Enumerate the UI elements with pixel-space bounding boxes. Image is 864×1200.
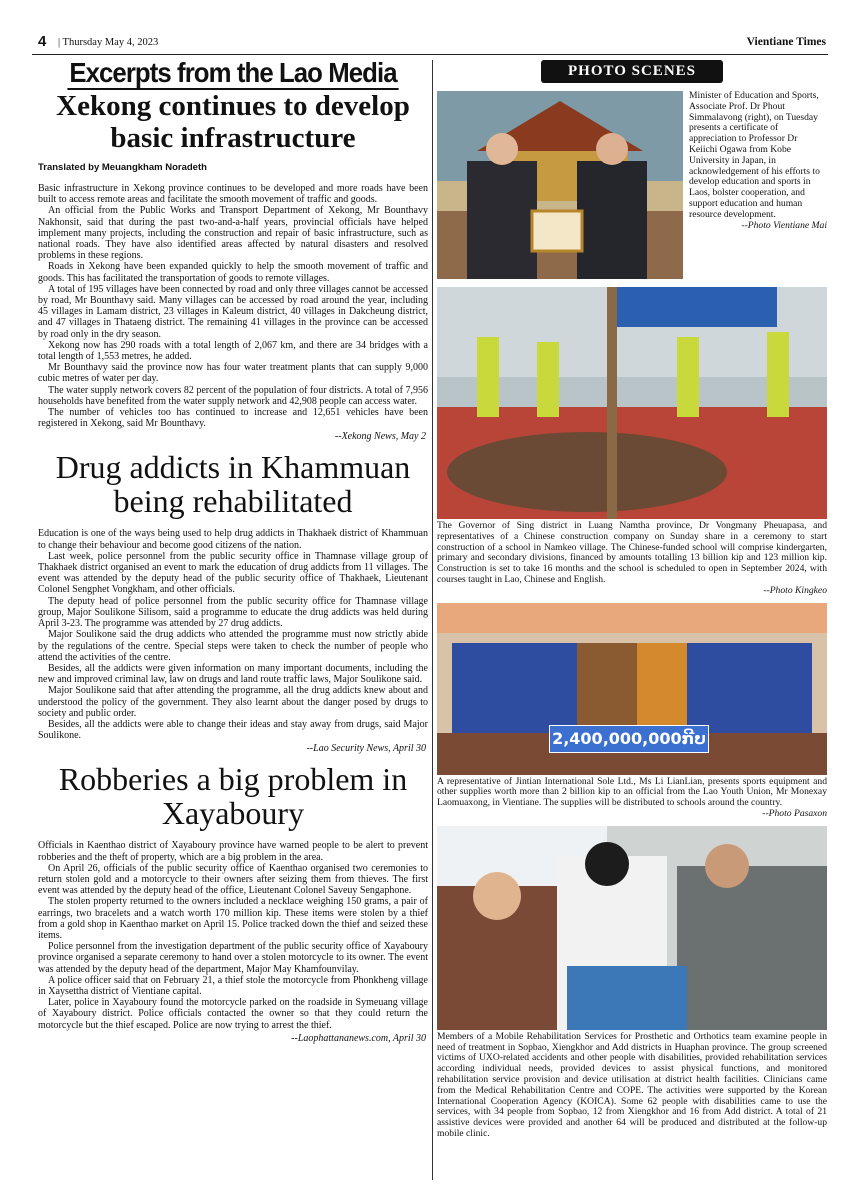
right-column	[437, 58, 827, 1146]
article-source: --Xekong News, May 2	[334, 431, 426, 443]
article-khammuan	[38, 450, 428, 754]
paragraph: Besides, all the addicts were given information on many important documents, including the new and improved criminal law, law on drugs and land route traffic laws, Major Soulikone said.	[38, 662, 428, 686]
paragraph: Major Soulikone said that after attending the programme, all the drug addicts knew about and understood the policy of the government. They also learnt about the danger posed by drugs to society and public order.	[38, 685, 428, 719]
photo-scenes-banner: PHOTO SCENES	[541, 60, 723, 83]
photo-groundbreaking	[437, 287, 827, 519]
article-body	[38, 183, 428, 429]
section-title	[54, 58, 413, 88]
paragraph: Besides, all the addicts were able to change their ideas and stay away from drugs, said Major Soulikone.	[38, 718, 428, 742]
caption-text: The Governor of Sing district in Luang Namtha province, Dr Vongmany Pheuapasa, and representatives of a Chinese construction company on Sunday share in a ceremony to start construction of a school in Namkeo village. The Chinese-funded school will comprise kindergarten, primary and secondary divisions, financed by amounts totalling 13 billion kip and 123 million kip. Construction is set to take 16 months and the school is scheduled to open in September 2024, with courses taught in Lao, Chinese and English.	[437, 520, 827, 585]
photo-rehabilitation-image	[437, 826, 827, 1030]
paragraph: Mr Bounthavy said the province now has four water treatment plants that can supply 9,000 cubic metres of water per day.	[38, 362, 428, 385]
caption-text: Members of a Mobile Rehabilitation Services for Prosthetic and Orthotics team examine people in need of treatment in Sopbao, Xiengkhor and Add districts in Huaphan province. The group screened victims of UXO-related accidents and other people with disabilities, provided rehabilitation services according individual needs, provided devices to assist physical functions, and monitored rehabilitation service provision and device utilisation at district health facilities. Clinicians came from the Medical Rehabilitation Centre and COPE. The activities were supported by the Korean International Cooperation Agency (KOICA). Some 62 people with disabilities came to use the services, with 34 people from Sopbao, 12 from Xiengkhor and 16 from Add district. A total of 21 assistive devices were provided and another 64 will be produced and distributed at the follow-up mobile clinic.	[437, 1030, 827, 1139]
photo-caption	[689, 91, 827, 281]
paragraph: The water supply network covers 82 percent of the population of four districts. A total of 7,956 households have benefited from the water supply network and 42,908 people can access water.	[38, 384, 428, 407]
paragraph: Xekong now has 290 roads with a total length of 2,067 km, and there are 34 bridges with a total length of 1,553 metres, he added.	[38, 339, 428, 363]
paragraph: Basic infrastructure in Xekong province continues to be developed and more roads have been built to access remote areas and facilitate the smooth movement of traffic and goods.	[38, 183, 428, 206]
paragraph: On April 26, officials of the public security office of Kaenthao organised two ceremonies to return stolen gold and a motorcycle to their owners after seizing them from thieves. The first event was attended by the deputy head of the office, Lieutenant Colonel Saveuy Sengaphone.	[38, 862, 428, 897]
article-source: --Laophattananews.com, April 30	[291, 1032, 426, 1044]
article-headline: Robberies a big problem in Xayaboury	[58, 761, 408, 832]
photo-item-2	[437, 287, 827, 597]
article-xekong	[38, 90, 428, 442]
article-source: --Lao Security News, April 30	[306, 743, 426, 755]
section-title-text: Excerpts from the Lao Media	[69, 57, 397, 88]
photo-rehabilitation	[437, 826, 827, 1030]
photo-credit: --Photo Kingkeo	[763, 584, 827, 596]
page-date: | Thursday May 4, 2023	[58, 37, 159, 48]
paragraph: A total of 195 villages have been connected by road and only three villages cannot be accessed by road, Mr Bounthavy said. Many villages can be accessed by road around the year, including 45 villages in Lamam district, 23 villages in Kaleum district, 40 villages in Dakcheung district, and 47 villages in Thataeng district. The remaining 41 villages in the province can be accessed by road only in the dry season.	[38, 283, 428, 340]
photo-certificate	[437, 91, 683, 279]
photo-item-1	[437, 91, 827, 281]
page-header	[32, 32, 828, 55]
newspaper-name: Vientiane Times	[746, 36, 826, 48]
photo-caption	[437, 1032, 827, 1140]
article-byline: Translated by Meuangkham Noradeth	[38, 162, 207, 173]
article-headline: Xekong continues to develop basic infrastructure	[56, 90, 410, 154]
page-number: 4	[38, 33, 47, 50]
paragraph: Officials in Kaenthao district of Xayaboury province have warned people to be alert to prevent robberies and the theft of property, which are a big problem in the area.	[38, 840, 428, 863]
photo-credit: --Photo Pasaxon	[762, 807, 827, 819]
article-headline: Drug addicts in Khammuan being rehabilitated	[55, 449, 411, 520]
photo-item-4	[437, 826, 827, 1140]
paragraph: The number of vehicles too has continued to increase and 12,651 vehicles have been registered in Xekong, said Mr Bounthavy.	[38, 407, 428, 430]
paragraph: An official from the Public Works and Transport Department of Xekong, Mr Bounthavy Nakhonsit, said that during the past two-and-a-half years, provincial officials have helped implement many projects, including the construction and repair of basic infrastructure, such as national roads. They have also identified areas affected by natural disasters and resolved problems in these regions.	[38, 205, 428, 262]
caption-text: Minister of Education and Sports, Associate Prof. Dr Phout Simmalavong (right), on Tuesday presents a certificate of appreciation to Professor Dr Keiichi Ogawa from Kobe University in Japan, in acknowledgement of his efforts to develop education and sports in Laos, bolster cooperation, and support education and human resource development.	[689, 90, 820, 220]
article-body	[38, 840, 428, 1030]
donation-board: 2,400,000,000ກີບ	[549, 725, 709, 753]
paragraph: Major Soulikone said the drug addicts who attended the programme must now strictly abide by the regulations of the centre. Special steps were taken to check the number of people who attend the activities of the centre.	[38, 629, 428, 663]
caption-text: A representative of Jintian International Sole Ltd., Ms Li LianLian, presents sports equipment and other supplies worth more than 2 billion kip to an official from the Lao Youth Union, Mr Monexay Laomuaxong, in Vientiane. The supplies will be distributed to schools around the country.	[437, 775, 827, 809]
paragraph: Roads in Xekong have been expanded quickly to help the smooth movement of traffic and goods. This has facilitated the transportation of goods to remote villages.	[38, 261, 428, 284]
photo-groundbreaking-image	[437, 287, 827, 519]
photo-donation	[437, 603, 827, 775]
column-divider	[432, 60, 433, 1180]
photo-caption	[437, 521, 827, 597]
article-xayaboury	[38, 762, 428, 1043]
left-column	[38, 58, 428, 1044]
paragraph: Later, police in Xayaboury found the motorcycle parked on the roadside in Symeuang village of Xayaboury district. Police officials contacted the owner so that they could return the motorcycle but the thief escaped. Police are now trying to arrest the thief.	[38, 997, 428, 1031]
photo-certificate-image	[437, 91, 683, 279]
date-text: Thursday May 4, 2023	[62, 37, 159, 48]
photo-item-3	[437, 603, 827, 820]
paragraph: Education is one of the ways being used to help drug addicts in Thakhaek district of Khammuan to change their behaviour and become good citizens of the nation.	[38, 528, 428, 551]
photo-credit: --Photo Vientiane Mai	[741, 219, 827, 231]
paragraph: Police personnel from the investigation department of the public security office of Xayaboury province organised a separate ceremony to hand over a stolen motorcycle to its owner. The event was attended by the deputy head of the department, Major May Khamfounvilay.	[38, 941, 428, 975]
article-body	[38, 528, 428, 741]
paragraph: A police officer said that on February 21, a thief stole the motorcycle from Phonkheng village in Xaysettha district of Vientiane capital.	[38, 974, 428, 997]
paragraph: Last week, police personnel from the public security office in Thamnase village group of Thakhaek district organised an event to mark the education of drug addicts from 11 villages. The event was attended by the deputy head of the public security office of Thakhaek, Lieutenant Colonel Sengphet Vongkham, and other officials.	[38, 550, 428, 596]
paragraph: The deputy head of police personnel from the public security office for Thamnase village group, Major Soulikone Silisom, said a programme to educate the drug addicts was held during April 3-23. The programme was attended by 27 drug addicts.	[38, 595, 428, 630]
photo-caption	[437, 777, 827, 820]
paragraph: The stolen property returned to the owners included a necklace weighing 150 grams, a pair of earrings, two bracelets and a watch worth 170 million kip. These items were stolen by a thief from a gold shop in Kaenthao market on April 15. Police tracked down the thief and seized these items.	[38, 896, 428, 941]
